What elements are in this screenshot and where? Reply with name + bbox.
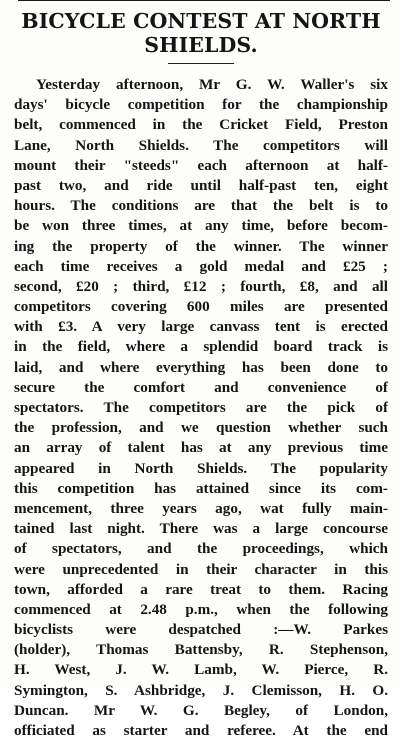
top-rule — [18, 0, 390, 1]
body-line: commenced at 2.48 p.m., when the following — [14, 600, 388, 618]
body-line: past two, and ride until half-past ten, eight — [14, 176, 388, 194]
body-line: Duncan. Mr W. G. Begley, of London, — [14, 701, 388, 719]
body-line: belt, commenced in the Cricket Field, Preston — [14, 116, 388, 134]
body-line: secure the comfort and convenience of — [14, 378, 388, 396]
body-line: the profession, and we question whether such — [14, 419, 388, 437]
body-line: Yesterday afternoon, Mr G. W. Waller's six — [36, 76, 388, 93]
body-line: town, afforded a rare treat to them. Racing — [14, 580, 388, 598]
body-line: officiated as starter and referee. At the end — [14, 722, 388, 739]
article-headline — [14, 9, 388, 57]
article-body — [14, 75, 388, 741]
body-line: in the field, where a splendid board track is — [14, 338, 388, 356]
body-line: (holder), Thomas Battensby, R. Stephenson, — [14, 641, 388, 659]
body-line: tained last night. There was a large concourse — [14, 520, 388, 538]
body-line: Lane, North Shields. The competitors will — [14, 136, 388, 154]
body-line: with £3. A very large canvass tent is erected — [14, 318, 388, 336]
body-line: mencement, three years ago, wat fully main- — [14, 499, 388, 517]
body-line: ing the property of the winner. The winner — [14, 237, 388, 255]
body-line: hours. The conditions are that the belt is to — [14, 197, 388, 215]
body-line: bicyclists were despatched :—W. Parkes — [14, 621, 388, 639]
body-line: each time receives a gold medal and £25 ; — [14, 257, 388, 275]
body-line: second, £20 ; third, £12 ; fourth, £8, and all — [14, 277, 388, 295]
body-line: be won three times, at any time, before becom- — [14, 217, 388, 235]
body-line: days' bicycle competition for the championship — [14, 96, 388, 114]
body-line: laid, and where everything has been done to — [14, 358, 388, 376]
body-line: of spectators, and the proceedings, which — [14, 540, 388, 558]
body-line: competitors covering 600 miles are presented — [14, 298, 388, 316]
body-line: appeared in North Shields. The popularity — [14, 459, 388, 477]
headline-divider — [168, 63, 234, 64]
headline-line: BICYCLE CONTEST AT NORTH — [21, 9, 381, 33]
body-line: spectators. The competitors are the pick of — [14, 399, 388, 416]
body-line: H. West, J. W. Lamb, W. Pierce, R. — [14, 661, 388, 679]
body-line: an array of talent has at any previous time — [14, 439, 388, 457]
headline-line: SHIELDS. — [144, 33, 258, 57]
body-line: this competition has attained since its com- — [14, 479, 388, 497]
body-line: mount their "steeds" each afternoon at half- — [14, 156, 388, 174]
body-line: Symington, S. Ashbridge, J. Clemisson, H. O. — [14, 681, 388, 699]
body-line: were unprecedented in their character in this — [14, 560, 388, 578]
